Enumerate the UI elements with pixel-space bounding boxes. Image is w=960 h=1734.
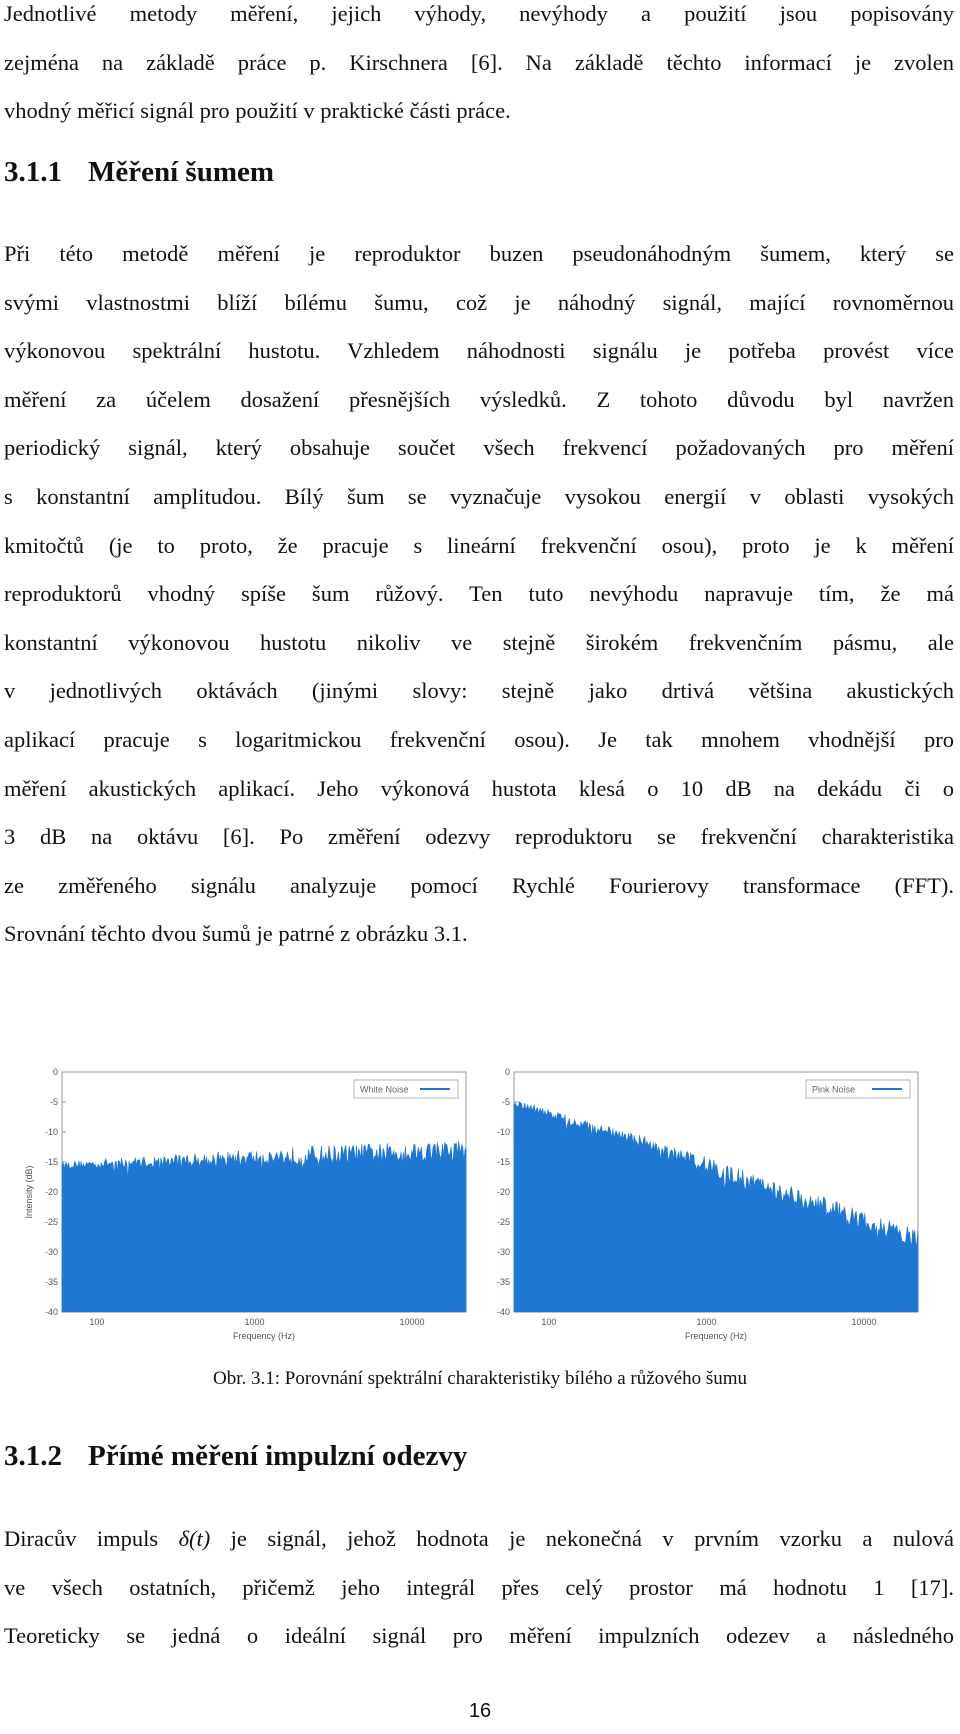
text-line: měření akustických aplikací. Jeho výkonová hustota klesá o 10 dB na dekádu či o bbox=[4, 775, 954, 801]
y-tick-label: -25 bbox=[496, 1217, 510, 1227]
text-segment: je signál, jehož hodnota je nekonečná v prvním vzorku a nulová bbox=[210, 1526, 955, 1551]
y-tick-label: -15 bbox=[496, 1157, 510, 1167]
noise-spectrum-figure bbox=[22, 1062, 934, 1362]
y-tick-label: -5 bbox=[501, 1097, 510, 1107]
text-line: Srovnání těchto dvou šumů je patrné z obrázku 3.1. bbox=[4, 921, 468, 947]
text-line: kmitočtů (je to proto, že pracuje s lineární frekvenční osou), proto je k měření bbox=[4, 532, 954, 558]
text-segment: Diracův impuls bbox=[4, 1526, 179, 1551]
section-number: 3.1.1 bbox=[4, 156, 62, 188]
x-tick-label: 1000 bbox=[244, 1317, 265, 1327]
y-tick-label: -35 bbox=[44, 1277, 58, 1287]
text-line bbox=[4, 1515, 954, 1564]
x-tick-label: 10000 bbox=[851, 1317, 877, 1327]
y-axis-label: Intensity (dB) bbox=[24, 1165, 34, 1219]
text-line: ze změřeného signálu analyzuje pomocí Rychlé Fourierovy transformace (FFT). bbox=[4, 872, 954, 898]
text-line: s konstantní amplitudou. Bílý šum se vyznačuje vysokou energií v oblasti vysokých bbox=[4, 483, 954, 509]
x-tick-label: 10000 bbox=[399, 1317, 425, 1327]
y-tick-label: -30 bbox=[496, 1247, 510, 1257]
text-line: 3 dB na oktávu [6]. Po změření odezvy reproduktoru se frekvenční charakteristika bbox=[4, 824, 954, 850]
y-tick-label: -20 bbox=[496, 1187, 510, 1197]
section-heading-3-1-2 bbox=[4, 1440, 467, 1473]
y-tick-label: -10 bbox=[496, 1127, 510, 1137]
text-line: Jednotlivé metody měření, jejich výhody, nevýhody a použití jsou popisovány bbox=[4, 1, 954, 26]
text-line: výkonovou spektrální hustotu. Vzhledem náhodnosti signálu je potřeba provést více bbox=[4, 338, 954, 364]
text-line: v jednotlivých oktávách (jinými slovy: stejně jako drtivá většina akustických bbox=[4, 678, 954, 704]
y-tick-label: 0 bbox=[504, 1067, 510, 1077]
y-tick-label: 0 bbox=[52, 1067, 58, 1077]
chart-panel-2 bbox=[497, 1067, 918, 1341]
section-heading-3-1-1 bbox=[4, 156, 274, 189]
text-line: svými vlastnostmi blíží bílému šumu, což je náhodný signál, mající rovnoměrnou bbox=[4, 289, 954, 315]
section-number: 3.1.2 bbox=[4, 1440, 62, 1472]
text-line: reproduktorů vhodný spíše šum růžový. Ten tuto nevýhodu napravuje tím, že má bbox=[4, 581, 954, 607]
text-line: zejména na základě práce p. Kirschnera [6]. Na základě těchto informací je zvolen bbox=[4, 49, 954, 75]
x-tick-label: 1000 bbox=[696, 1317, 717, 1327]
page-number: 16 bbox=[468, 1700, 492, 1722]
text-line: periodický signál, který obsahuje součet všech frekvencí požadovaných pro měření bbox=[4, 435, 954, 461]
chart-panel-1 bbox=[24, 1067, 466, 1341]
y-tick-label: -25 bbox=[44, 1217, 58, 1227]
chart-legend bbox=[354, 1080, 458, 1098]
y-tick-label: -40 bbox=[44, 1307, 58, 1317]
y-tick-label: -35 bbox=[496, 1277, 510, 1287]
x-tick-label: 100 bbox=[541, 1317, 557, 1327]
text-line: vhodný měřicí signál pro použití v praktické části práce. bbox=[4, 98, 511, 124]
intro-paragraph bbox=[4, 0, 954, 136]
x-tick-label: 100 bbox=[89, 1317, 105, 1327]
section-title: Přímé měření impulzní odezvy bbox=[88, 1440, 468, 1472]
text-line: Teoreticky se jedná o ideální signál pro měření impulzních odezev a následného bbox=[4, 1623, 954, 1649]
figure-caption: Obr. 3.1: Porovnání spektrální charakteristiky bílého a růžového šumu bbox=[213, 1368, 747, 1389]
y-tick-label: -15 bbox=[44, 1157, 58, 1167]
legend-label: Pink Noise bbox=[812, 1084, 856, 1095]
text-line: Při této metodě měření je reproduktor buzen pseudonáhodným šumem, který se bbox=[4, 241, 954, 266]
legend-label: White Noise bbox=[360, 1084, 409, 1095]
text-line: měření za účelem dosažení přesnějších výsledků. Z tohoto důvodu byl navržen bbox=[4, 386, 954, 412]
x-axis-label: Frequency (Hz) bbox=[232, 1331, 296, 1341]
section-title: Měření šumem bbox=[88, 156, 275, 188]
section-1-paragraph bbox=[4, 230, 954, 959]
spectrum-series-area bbox=[62, 1141, 466, 1312]
y-tick-label: -30 bbox=[44, 1247, 58, 1257]
text-line: aplikací pracuje s logaritmickou frekvenční osou). Je tak mnohem vhodnější pro bbox=[4, 726, 954, 752]
text-line: ve všech ostatních, přičemž jeho integrál přes celý prostor má hodnotu 1 [17]. bbox=[4, 1574, 954, 1600]
y-tick-label: -5 bbox=[49, 1097, 58, 1107]
y-tick-label: -40 bbox=[496, 1307, 510, 1317]
chart-legend bbox=[806, 1080, 910, 1098]
x-axis-label: Frequency (Hz) bbox=[684, 1331, 748, 1341]
y-tick-label: -10 bbox=[44, 1127, 58, 1137]
section-2-paragraph bbox=[4, 1515, 954, 1661]
text-line: konstantní výkonovou hustotu nikoliv ve stejně širokém frekvenčním pásmu, ale bbox=[4, 629, 954, 655]
y-tick-label: -20 bbox=[44, 1187, 58, 1197]
dirac-delta-symbol: δ(t) bbox=[178, 1526, 211, 1551]
